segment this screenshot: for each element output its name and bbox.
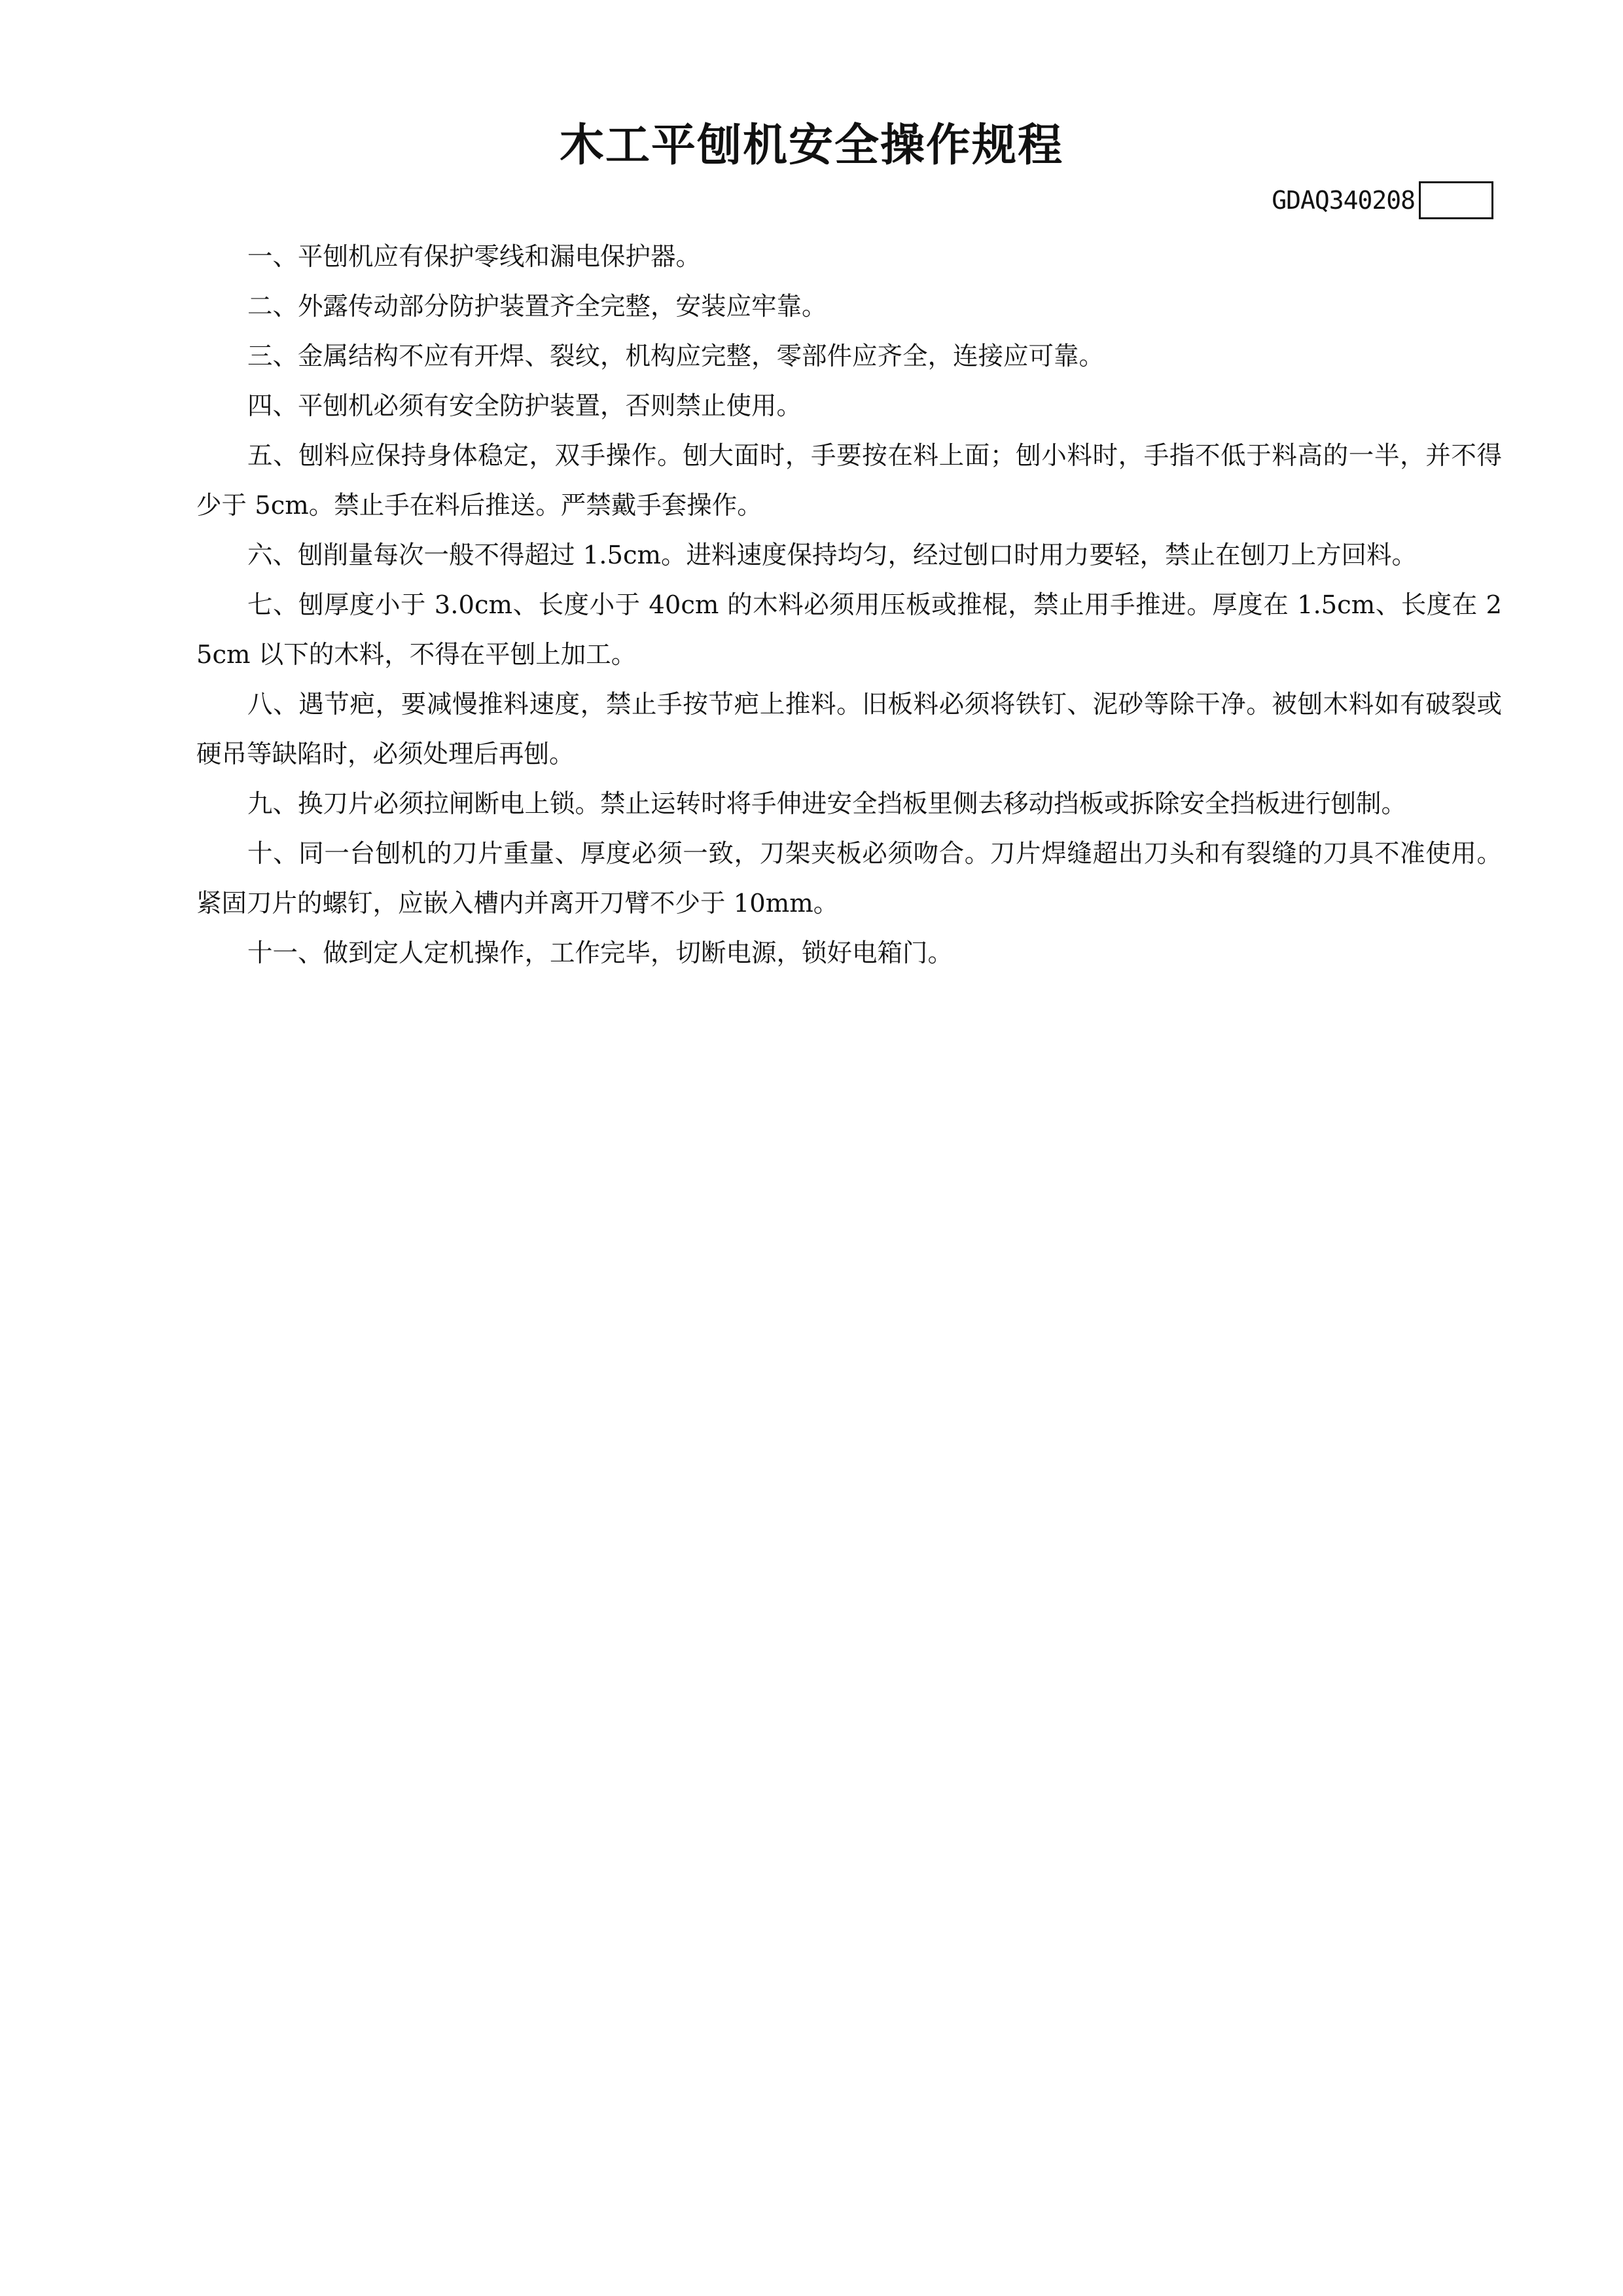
rule-item-7: 七、刨厚度小于 3.0cm、长度小于 40cm 的木料必须用压板或推棍，禁止用手推进。厚度在 1.5cm、长度在 25cm 以下的木料，不得在平刨上加工。 [196,590,1502,670]
rule-item-4: 四、平刨机必须有安全防护装置，否则禁止使用。 [247,391,802,421]
code-suffix-box [1419,181,1493,219]
rule-item-1: 一、平刨机应有保护零线和漏电保护器。 [247,242,702,272]
rule-item-11: 十一、做到定人定机操作，工作完毕，切断电源，锁好电箱门。 [247,939,954,968]
rule-item-10: 十、同一台刨机的刀片重量、厚度必须一致，刀架夹板必须吻合。刀片焊缝超出刀头和有裂缝的刀具不准使用。紧固刀片的螺钉，应嵌入槽内并离开刀臂不少于 10mm。 [196,839,1502,918]
document-body [196,232,1502,978]
rule-item-6: 六、刨削量每次一般不得超过 1.5cm。进料速度保持均匀，经过刨口时用力要轻，禁止在刨刀上方回料。 [247,541,1418,570]
rule-item-3: 三、金属结构不应有开焊、裂纹，机构应完整，零部件应齐全，连接应可靠。 [247,342,1105,371]
document-title: 木工平刨机安全操作规程 [559,120,1063,171]
rule-item-8: 八、遇节疤，要减慢推料速度，禁止手按节疤上推料。旧板料必须将铁钉、泥砂等除干净。被刨木料如有破裂或硬吊等缺陷时，必须处理后再刨。 [196,690,1502,769]
rule-item-9: 九、换刀片必须拉闸断电上锁。禁止运转时将手伸进安全挡板里侧去移动挡板或拆除安全挡板进行刨制。 [247,789,1407,819]
document-code-row [1272,181,1493,220]
rule-item-5: 五、刨料应保持身体稳定，双手操作。刨大面时，手要按在料上面；刨小料时，手指不低于料高的一半，并不得少于 5cm。禁止手在料后推送。严禁戴手套操作。 [196,441,1502,520]
rule-item-2: 二、外露传动部分防护装置齐全完整，安装应牢靠。 [247,292,827,321]
document-code: GDAQ340208 [1272,186,1415,215]
